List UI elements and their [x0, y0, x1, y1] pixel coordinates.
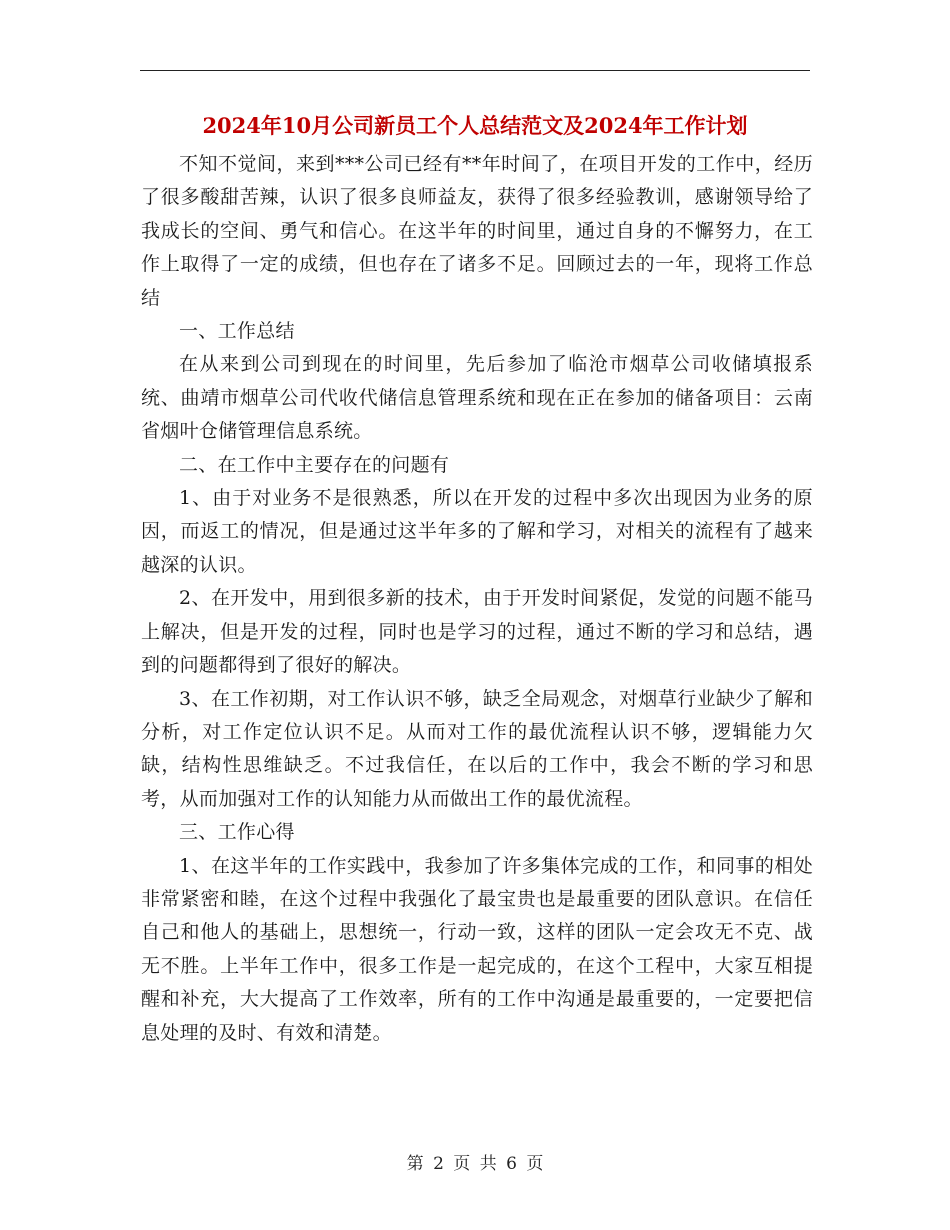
- problem-item-1: 1、由于对业务不是很熟悉，所以在开发的过程中多次出现因为业务的原因，而返工的情况，但是通过这半年多的了解和学习，对相关的流程有了越来越深的认识。: [141, 487, 813, 576]
- page-footer: [0, 1152, 950, 1176]
- intro-paragraph: 不知不觉间，来到***公司已经有**年时间了，在项目开发的工作中，经历了很多酸甜苦辣，认识了很多良师益友，获得了很多经验教训，感谢领导给了我成长的空间、勇气和信心。在这半年的时间里，通过自身的不懈努力，在工作上取得了一定的成绩，但也存在了诸多不足。回顾过去的一年，现将工作总结: [141, 153, 813, 309]
- work-summary-paragraph: 在从来到公司到现在的时间里，先后参加了临沧市烟草公司收储填报系统、曲靖市烟草公司代收代储信息管理系统和现在正在参加的储备项目：云南省烟叶仓储管理信息系统。: [141, 353, 813, 443]
- section-heading-insights: 三、工作心得: [179, 821, 295, 844]
- section-heading-work-summary: 一、工作总结: [179, 320, 295, 343]
- problem-item-2: 2、在开发中，用到很多新的技术，由于开发时间紧促，发觉的问题不能马上解决，但是开发的过程，同时也是学习的过程，通过不断的学习和总结，遇到的问题都得到了很好的解决。: [141, 587, 813, 677]
- insight-item-1: 1、在这半年的工作实践中，我参加了许多集体完成的工作，和同事的相处非常紧密和睦，在这个过程中我强化了最宝贵也是最重要的团队意识。在信任自己和他人的基础上，思想统一，行动一致，这样的团队一定会攻无不克、战无不胜。上半年工作中，很多工作是一起完成的，在这个工程中，大家互相提醒和补充，大大提高了工作效率，所有的工作中沟通是最重要的，一定要把信息处理的及时、有效和清楚。: [141, 854, 813, 1044]
- problem-item-3: 3、在工作初期，对工作认识不够，缺乏全局观念，对烟草行业缺少了解和分析，对工作定位认识不足。从而对工作的最优流程认识不够，逻辑能力欠缺，结构性思维缺乏。不过我信任，在以后的工作中，我会不断的学习和思考，从而加强对工作的认知能力从而做出工作的最优流程。: [141, 687, 813, 810]
- footer-ye: 页: [453, 1154, 471, 1174]
- footer-di: 第: [406, 1154, 424, 1174]
- footer-ye-end: 页: [526, 1154, 544, 1174]
- section-heading-problems: 二、在工作中主要存在的问题有: [179, 453, 450, 476]
- footer-total-pages: 6: [506, 1154, 517, 1174]
- footer-current-page: 2: [433, 1154, 444, 1174]
- document-body: [141, 148, 813, 1050]
- footer-gong: 共: [479, 1154, 497, 1174]
- header-rule: [140, 70, 810, 71]
- document-title: 2024年10月公司新员工个人总结范文及2024年工作计划: [202, 113, 748, 138]
